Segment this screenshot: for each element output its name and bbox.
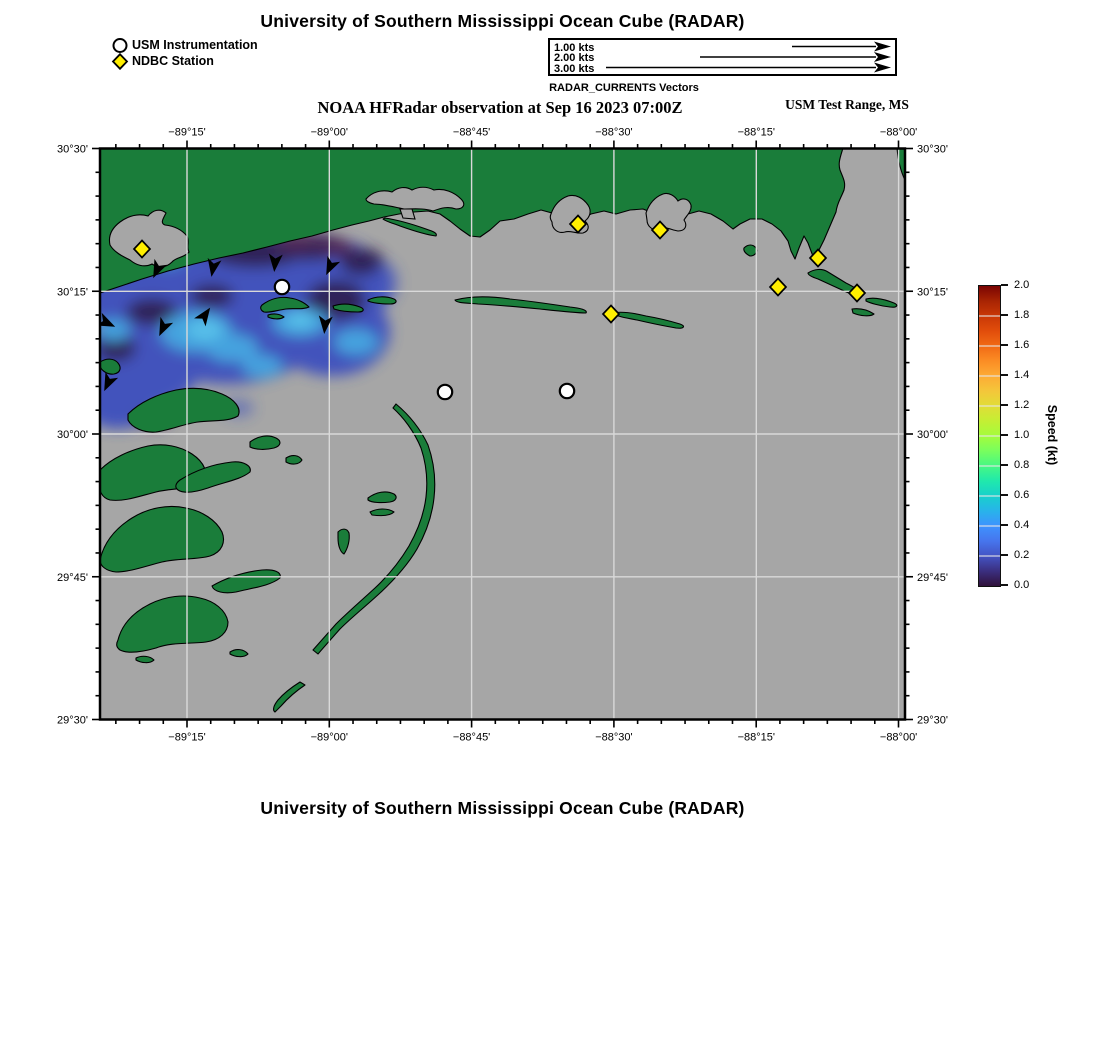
x-tick-label-top: −88°00' xyxy=(879,126,918,139)
vector-scale-label: 2.00 kts xyxy=(554,52,595,64)
x-tick-label-top: −88°15' xyxy=(737,126,776,139)
colorbar-tick-label: 0.4 xyxy=(1014,518,1030,531)
colorbar-tick-label: 0.2 xyxy=(1014,548,1030,561)
colorbar-separator xyxy=(979,375,1000,377)
colorbar-title: Speed (kt) xyxy=(1045,404,1059,466)
vector-scale-label: 3.00 kts xyxy=(554,62,595,75)
x-tick-label-bottom: −89°00' xyxy=(310,731,349,744)
colorbar-tick xyxy=(1001,434,1008,436)
y-tick-label-left: 29°45' xyxy=(57,571,88,584)
usm-station-marker xyxy=(275,280,289,294)
colorbar-separator xyxy=(979,345,1000,347)
colorbar-tick-label: 1.2 xyxy=(1014,398,1030,411)
colorbar-separator xyxy=(979,405,1000,407)
colorbar-separator xyxy=(979,315,1000,317)
y-tick-label-left: 29°30' xyxy=(57,714,88,727)
x-tick-label-bottom: −88°15' xyxy=(737,731,776,744)
colorbar xyxy=(978,285,1001,587)
colorbar-separator xyxy=(979,525,1000,527)
y-tick-label-left: 30°15' xyxy=(57,286,88,299)
radar-speed-patch xyxy=(242,355,282,377)
colorbar-tick xyxy=(1001,524,1008,526)
colorbar-tick-label: 1.8 xyxy=(1014,308,1030,321)
vector-scale-label: 1.00 kts xyxy=(554,41,595,54)
colorbar-tick-label: 0.6 xyxy=(1014,488,1030,501)
x-tick-label-bottom: −89°15' xyxy=(168,731,206,744)
radar-speed-patch xyxy=(190,284,234,308)
colorbar-tick-label: 0.8 xyxy=(1014,458,1030,471)
legend-label-ndbc: NDBC Station xyxy=(132,54,214,68)
colorbar-tick xyxy=(1001,584,1008,586)
colorbar-tick-label: 1.6 xyxy=(1014,338,1030,351)
x-tick-label-bottom: −88°30' xyxy=(595,731,633,744)
colorbar-tick-label: 0.0 xyxy=(1014,578,1030,591)
y-tick-label-left: 30°00' xyxy=(57,429,88,441)
y-tick-label-left: 30°30' xyxy=(57,143,88,156)
vector-scale-caption: RADAR_CURRENTS Vectors xyxy=(549,82,699,94)
y-tick-label-right: 30°30' xyxy=(917,143,948,156)
y-tick-label-right: 30°15' xyxy=(917,286,948,299)
colorbar-separator xyxy=(979,555,1000,557)
x-tick-label-bottom: −88°00' xyxy=(879,731,918,744)
radar-speed-patch xyxy=(371,262,399,302)
colorbar-separator xyxy=(979,435,1000,437)
x-tick-label-bottom: −88°45' xyxy=(452,731,491,744)
colorbar-tick xyxy=(1001,464,1008,466)
x-tick-label-top: −89°15' xyxy=(168,126,206,139)
x-tick-label-top: −88°45' xyxy=(452,126,491,139)
colorbar-tick-label: 1.0 xyxy=(1014,428,1030,441)
colorbar-tick xyxy=(1001,554,1008,556)
test-range-label: USM Test Range, MS xyxy=(785,97,909,112)
colorbar-separator xyxy=(979,495,1000,497)
y-tick-label-right: 29°30' xyxy=(917,714,948,727)
colorbar-tick xyxy=(1001,374,1008,376)
radar-speed-patch xyxy=(334,329,378,355)
colorbar-tick xyxy=(1001,494,1008,496)
usm-station-marker xyxy=(438,385,452,399)
y-tick-label-right: 30°00' xyxy=(917,429,948,441)
legend-label-usm: USM Instrumentation xyxy=(132,38,258,52)
x-tick-label-top: −88°30' xyxy=(595,126,633,139)
colorbar-separator xyxy=(979,465,1000,467)
colorbar-tick xyxy=(1001,344,1008,346)
footer-title: University of Southern Mississippi Ocean Cube (RADAR) xyxy=(260,798,745,818)
colorbar-tick xyxy=(1001,314,1008,316)
colorbar-tick xyxy=(1001,284,1008,286)
radar-speed-patch xyxy=(318,239,354,257)
x-tick-label-top: −89°00' xyxy=(310,126,349,139)
colorbar-tick xyxy=(1001,404,1008,406)
colorbar-tick-label: 1.4 xyxy=(1014,368,1030,381)
radar-speed-patch xyxy=(286,312,314,328)
y-tick-label-right: 29°45' xyxy=(917,571,948,584)
usm-station-marker xyxy=(560,384,574,398)
colorbar-tick-label: 2.0 xyxy=(1014,278,1030,291)
page-title: University of Southern Mississippi Ocean Cube (RADAR) xyxy=(260,11,745,31)
observation-subtitle: NOAA HFRadar observation at Sep 16 2023 07:00Z xyxy=(317,98,683,117)
